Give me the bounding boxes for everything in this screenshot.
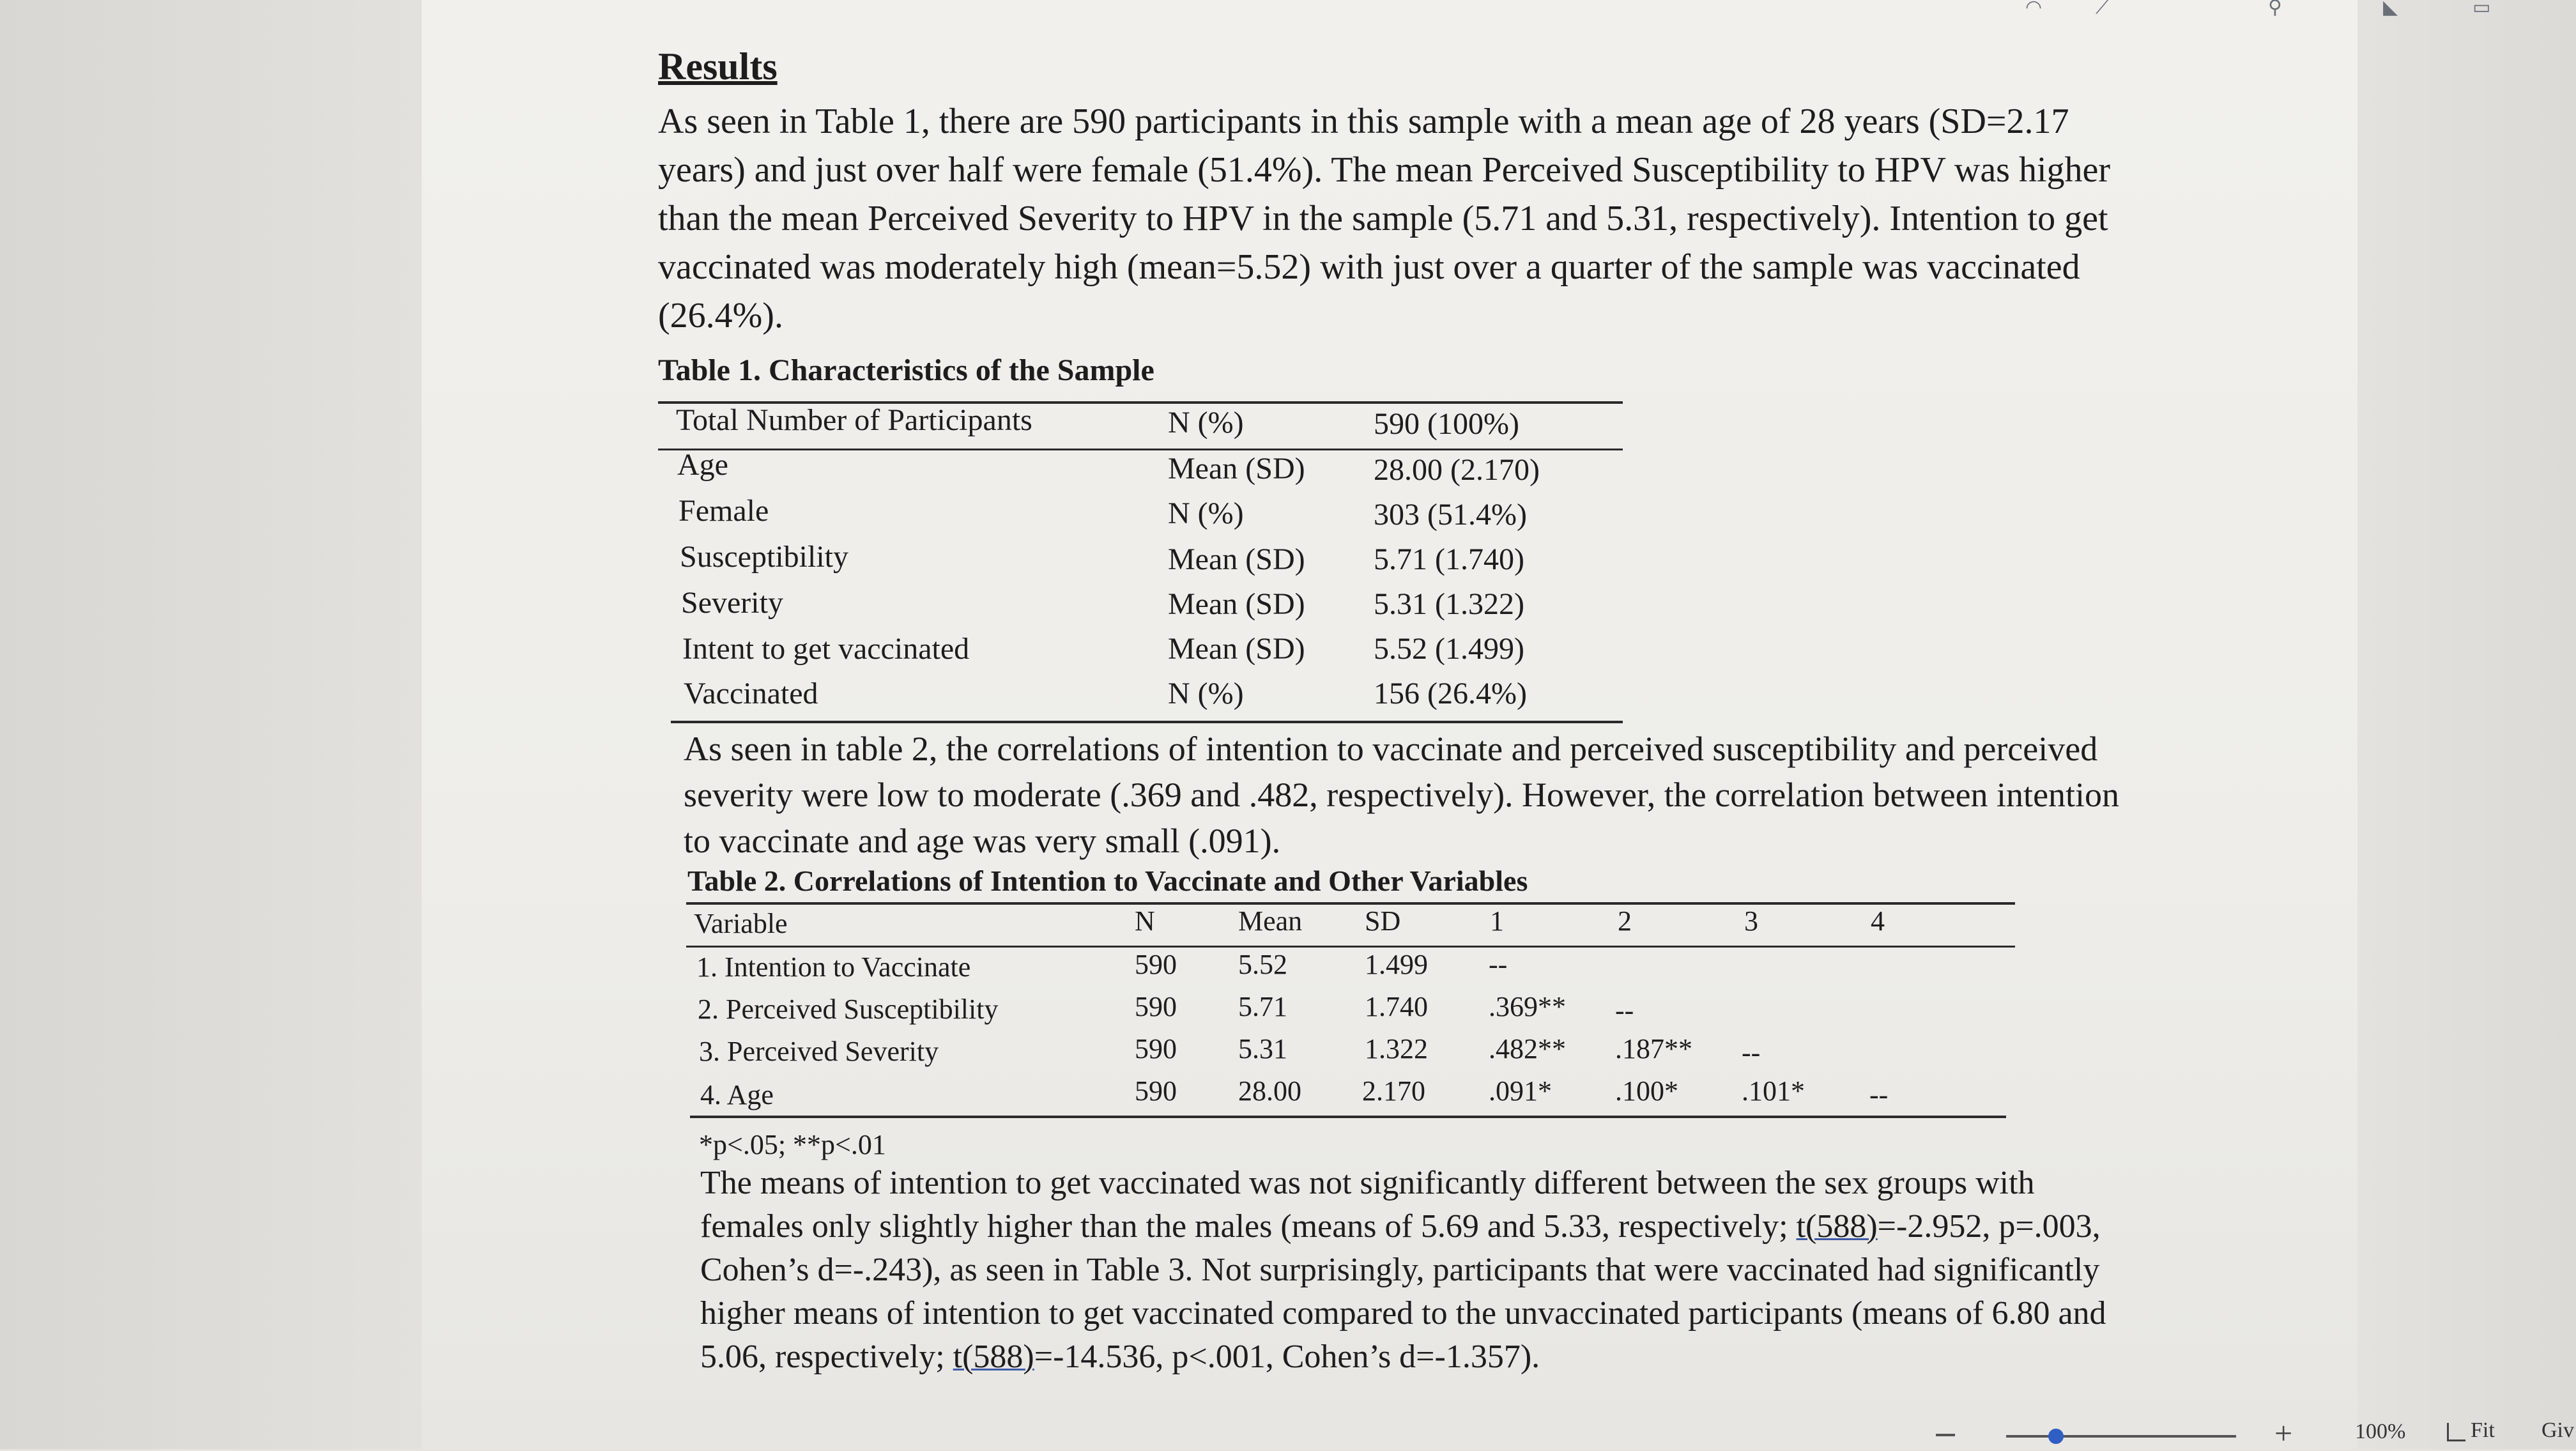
table2-cell: 1.322 xyxy=(1365,1033,1428,1064)
table1-cell: Age xyxy=(677,448,728,482)
table1-header-cell: Total Number of Participants xyxy=(676,403,1032,437)
table2-cell: 5.31 xyxy=(1238,1033,1287,1064)
table1-cell: 28.00 (2.170) xyxy=(1374,453,1540,487)
table2-cell: .101* xyxy=(1742,1075,1805,1107)
paragraph-text: =-2.952, p=.003, Cohen’s d=-.243), as seen in Table 3. Not surprisingly, participants that were vaccinated had significantly higher means of intention to get vaccinated compared to the unvaccinated participants (means of 6.80 and 5.06, respectively; xyxy=(700,1208,2106,1375)
results-paragraph-1: As seen in Table 1, there are 590 participants in this sample with a mean age of 28 years (SD=2.17 years) and just over half were female (51.4%). The mean Perceived Susceptibility to HPV was higher than the mean Perceived Severity to HPV in the sample (5.71 and 5.31, respectively). Intention to get vaccinated was moderately high (mean=5.52) with just over a quarter of the sample was vaccinated (26.4%). xyxy=(658,102,2111,335)
status-bar xyxy=(0,1406,2576,1449)
layout-icon[interactable]: ▭ xyxy=(2472,0,2491,19)
zoom-level[interactable]: 100% xyxy=(2355,1420,2406,1443)
table1-header-cell: 590 (100%) xyxy=(1374,407,1519,441)
toolbar-icon[interactable]: ◠ xyxy=(2025,0,2043,19)
table2-cell: .100* xyxy=(1615,1075,1678,1107)
table2-cell: 2. Perceived Susceptibility xyxy=(698,994,999,1025)
fit-label: Fit xyxy=(2471,1418,2495,1442)
table2-note: *p<.05; **p<.01 xyxy=(699,1129,886,1160)
table2-cell: -- xyxy=(1742,1037,1761,1068)
paragraph-text: The means of intention to get vaccinated was not significantly different between the sex groups with females only slightly higher than the males (means of 5.69 and 5.33, respectively; xyxy=(700,1165,2035,1245)
zoom-in-button[interactable]: + xyxy=(2274,1415,2293,1451)
table1-cell: N (%) xyxy=(1168,496,1244,530)
chart-icon[interactable]: ◣ xyxy=(2383,0,2398,19)
pin-icon[interactable]: ⚲ xyxy=(2268,0,2282,19)
table1-cell: Mean (SD) xyxy=(1168,542,1305,576)
fit-button[interactable] xyxy=(2447,1418,2495,1443)
table2-top-rule xyxy=(686,902,2015,905)
table1-cell: 303 (51.4%) xyxy=(1374,498,1527,532)
grammar-flag-link[interactable]: t(588) xyxy=(1796,1208,1878,1245)
fit-icon xyxy=(2447,1423,2465,1441)
table2-cell: 5.52 xyxy=(1238,949,1287,980)
table1-cell: Mean (SD) xyxy=(1168,452,1305,486)
table2-cell: -- xyxy=(1489,949,1508,980)
table1-cell: Severity xyxy=(681,586,783,620)
table2-cell: 590 xyxy=(1135,949,1177,980)
table1-cell: N (%) xyxy=(1168,677,1244,710)
zoom-out-button[interactable] xyxy=(1936,1434,1955,1436)
table2-caption: Table 2. Correlations of Intention to Vaccinate and Other Variables xyxy=(687,864,1528,897)
table2-header-cell: Mean xyxy=(1238,905,1303,937)
table2-cell: -- xyxy=(1615,995,1634,1026)
table2-header-cell: SD xyxy=(1365,905,1401,937)
zoom-slider[interactable] xyxy=(2006,1435,2236,1438)
table2-cell: 590 xyxy=(1135,1075,1177,1107)
table2-cell: 4. Age xyxy=(700,1079,774,1110)
table1-bottom-rule xyxy=(671,721,1623,723)
table2-cell: .369** xyxy=(1489,991,1566,1022)
top-toolbar xyxy=(1885,0,2576,18)
table2-cell: 3. Perceived Severity xyxy=(699,1036,939,1067)
table1-caption: Table 1. Characteristics of the Sample xyxy=(658,353,1154,387)
table2-bottom-rule xyxy=(690,1116,2006,1118)
table1-cell: Mean (SD) xyxy=(1168,632,1305,666)
table2-cell: 1. Intention to Vaccinate xyxy=(696,951,971,983)
results-paragraph-3 xyxy=(700,1162,2131,1379)
table2-header-cell: 1 xyxy=(1490,905,1504,937)
table2-cell: .482** xyxy=(1489,1033,1566,1064)
paragraph-text: =-14.536, p<.001, Cohen’s d=-1.357). xyxy=(1034,1339,1540,1375)
left-margin xyxy=(0,0,422,1449)
table2-header-cell: N xyxy=(1135,905,1155,937)
table1-cell: Susceptibility xyxy=(680,540,848,574)
table2-cell: 1.740 xyxy=(1365,991,1428,1022)
results-heading: Results xyxy=(658,45,778,88)
table2-cell: 1.499 xyxy=(1365,949,1428,980)
table2-cell: 5.71 xyxy=(1238,991,1287,1022)
table2-header-cell: Variable xyxy=(694,908,788,939)
table2-cell: .187** xyxy=(1615,1033,1692,1064)
grammar-flag-link[interactable]: t(588) xyxy=(953,1339,1034,1375)
give-feedback-button[interactable]: Giv xyxy=(2542,1418,2574,1442)
table1-cell: Intent to get vaccinated xyxy=(682,632,970,666)
table2-header-cell: 4 xyxy=(1871,905,1885,937)
table2-cell: 28.00 xyxy=(1238,1075,1301,1107)
table1-cell: 5.31 (1.322) xyxy=(1374,587,1524,621)
table2-cell: 590 xyxy=(1135,991,1177,1022)
table1-header-cell: N (%) xyxy=(1168,406,1244,440)
table1-header-rule xyxy=(658,449,1623,450)
table1-cell: 5.52 (1.499) xyxy=(1374,632,1524,666)
table1-cell: 156 (26.4%) xyxy=(1374,677,1527,710)
table2-header-cell: 3 xyxy=(1744,905,1758,937)
arrow-icon[interactable]: ⟋ xyxy=(2096,0,2109,19)
table2-header-cell: 2 xyxy=(1618,905,1632,937)
table2-cell: .091* xyxy=(1489,1075,1552,1107)
results-paragraph-2: As seen in table 2, the correlations of intention to vaccinate and perceived susceptibility and perceived severity were low to moderate (.369 and .482, respectively). However, the correlation between intention to vaccinate and age was very small (.091). xyxy=(684,730,2120,860)
table1-cell: Vaccinated xyxy=(684,677,818,710)
zoom-slider-handle[interactable] xyxy=(2048,1429,2064,1444)
table1-cell: Female xyxy=(678,494,769,528)
table2-cell: 590 xyxy=(1135,1033,1177,1064)
table2-cell: 2.170 xyxy=(1362,1075,1425,1107)
table1-cell: 5.71 (1.740) xyxy=(1374,542,1524,576)
table1-cell: Mean (SD) xyxy=(1168,587,1305,621)
right-margin xyxy=(2358,0,2576,1449)
table2-cell: -- xyxy=(1869,1079,1889,1110)
table2-header-rule xyxy=(686,946,2015,948)
